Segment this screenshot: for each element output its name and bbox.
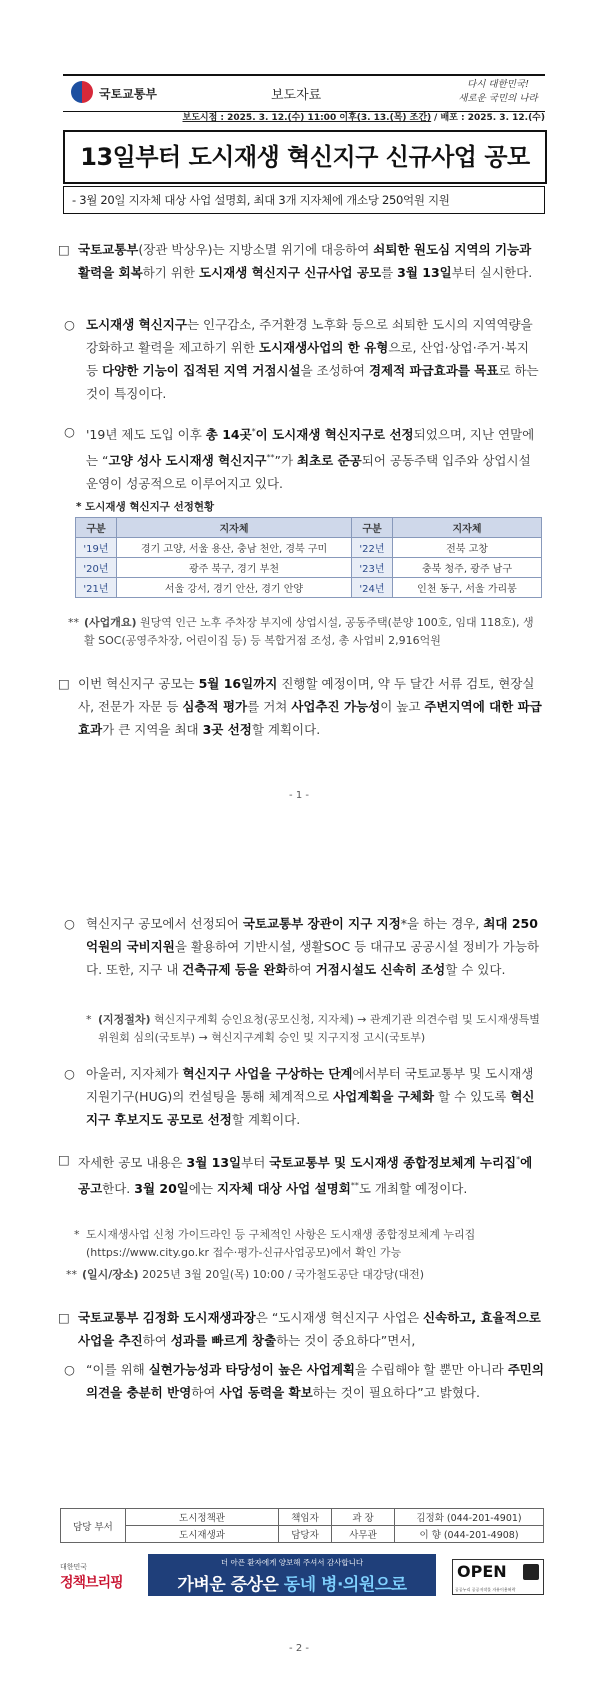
p3-text: ”가 bbox=[274, 453, 298, 469]
selection-table bbox=[75, 517, 542, 598]
p7-emph: 에 공고 bbox=[78, 1155, 533, 1197]
note-project-overview bbox=[68, 614, 544, 650]
dept-label-cell: 담당 부서 bbox=[61, 1509, 126, 1543]
p4-emph: 심층적 평가 bbox=[182, 699, 248, 714]
p3-text: 되어 공동주택 입주와 상업시설 운영이 성공적으로 이루어지고 있다. bbox=[86, 453, 531, 492]
p6-text: 할 계획이다. bbox=[231, 1112, 301, 1127]
p6-text: 할 수 있도록 bbox=[434, 1089, 511, 1104]
p7-text: 부터 bbox=[241, 1155, 270, 1171]
note-briefing-schedule bbox=[66, 1266, 544, 1284]
candidate-site-plan bbox=[64, 1062, 544, 1131]
year-cell: '22년 bbox=[352, 538, 393, 558]
region-cell: 광주 북구, 경기 부천 bbox=[117, 558, 352, 578]
p7-emph: 3월 20일 bbox=[134, 1181, 189, 1197]
header-bar bbox=[63, 74, 545, 112]
region-cell: 전북 고창 bbox=[393, 538, 542, 558]
year-cell: '24년 bbox=[352, 578, 393, 598]
header-cell: 지자체 bbox=[393, 518, 542, 538]
header-cell: 지자체 bbox=[117, 518, 352, 538]
p1-text: 부터 실시한다. bbox=[451, 265, 533, 280]
page-number: - 1 - bbox=[289, 790, 309, 801]
innovation-district-description bbox=[64, 313, 544, 405]
doc-type: 보도자료 bbox=[271, 88, 322, 103]
region-cell: 충북 청주, 광주 남구 bbox=[393, 558, 542, 578]
square-bullet-icon: □ bbox=[58, 676, 70, 691]
p4-emph: 5월 16일까지 bbox=[198, 676, 278, 691]
slogan-line1: 다시 대한민국! bbox=[467, 79, 529, 90]
selection-table-caption: * 도시재생 혁신지구 선정현황 bbox=[76, 501, 215, 513]
note-designation-procedure bbox=[86, 1011, 544, 1047]
note-guideline bbox=[74, 1226, 544, 1262]
square-bullet-icon: □ bbox=[58, 1152, 70, 1167]
p6-emph: 사업계획을 구체화 bbox=[333, 1089, 435, 1104]
table-header-row bbox=[76, 518, 542, 538]
header-cell: 구분 bbox=[352, 518, 393, 538]
p4-text: 가 큰 지역을 최대 bbox=[102, 722, 203, 737]
table-row bbox=[76, 558, 542, 578]
p5-emph: 최대 250억원의 국비지원 bbox=[86, 916, 538, 954]
position-cell: 과 장 bbox=[332, 1509, 395, 1526]
p2-text: 로 하는 것이 특징이다. bbox=[86, 363, 539, 401]
year-cell: '19년 bbox=[76, 538, 117, 558]
note-text: 도시재생사업 신청 가이드라인 등 구체적인 사항은 도시재생 종합정보체계 누리집 (https://www.city.go.kr 접수·평가-신규사업공모)에서 확인 가능 bbox=[86, 1228, 476, 1259]
p9-text: 하는 것이 필요하다”고 밝혔다. bbox=[312, 1385, 480, 1400]
p3-text: 되었으며, 지난 연말에는 “ bbox=[86, 427, 535, 469]
note-label: (일시/장소) bbox=[82, 1268, 139, 1281]
p9-text: 을 수립해야 할 뿐만 아니라 bbox=[355, 1362, 508, 1377]
open-label: OPEN bbox=[457, 1562, 507, 1581]
designation-benefits bbox=[64, 912, 544, 981]
region-cell: 서울 강서, 경기 안산, 경기 안양 bbox=[117, 578, 352, 598]
circle-bullet-icon: ○ bbox=[64, 916, 75, 931]
dept-cell: 도시정책관 bbox=[126, 1509, 279, 1526]
p4-text: 이번 혁신지구 공모는 bbox=[78, 676, 199, 691]
p4-emph: 3곳 선정 bbox=[202, 722, 252, 737]
role-cell: 책임자 bbox=[279, 1509, 332, 1526]
p5-emph: 건축규제 등을 완화 bbox=[182, 962, 288, 977]
circle-bullet-icon: ○ bbox=[64, 1362, 75, 1377]
circle-bullet-icon: ○ bbox=[64, 317, 75, 332]
p2-emph: 경제적 파급효과를 목표 bbox=[368, 363, 499, 378]
person-cell: 이 향 (044-201-4908) bbox=[395, 1526, 544, 1543]
contact-table bbox=[60, 1508, 544, 1543]
quote-continuation bbox=[64, 1358, 544, 1404]
p5-emph: 국토교통부 장관이 지구 지정 bbox=[242, 916, 401, 931]
region-cell: 인천 동구, 서울 가리봉 bbox=[393, 578, 542, 598]
page-title: 13일부터 도시재생 혁신지구 신규사업 공모 bbox=[80, 143, 530, 171]
subtitle-box bbox=[63, 186, 545, 214]
clinic-ad-banner bbox=[148, 1554, 436, 1596]
p7-text: 자세한 공모 내용은 bbox=[78, 1155, 187, 1171]
p9-emph: 실현가능성과 타당성이 높은 사업계획 bbox=[148, 1362, 355, 1377]
p3-footnote-mark: ** bbox=[266, 453, 275, 463]
position-cell: 사무관 bbox=[332, 1526, 395, 1543]
p6-text: 아울러, 지자체가 bbox=[86, 1066, 183, 1081]
note-mark: * bbox=[86, 1013, 92, 1026]
p2-text: 으로, 산업·상업·주거·복지 등 bbox=[86, 340, 529, 378]
square-bullet-icon: □ bbox=[58, 1310, 70, 1325]
p2-text: 는 인구감소, 주거환경 노후화 등으로 쇠퇴한 도시의 지역역량을 강화하고 활력을 제고하기 위한 bbox=[86, 317, 533, 355]
p9-text: 하여 bbox=[191, 1385, 220, 1400]
p1-date: 3월 13일 bbox=[397, 265, 452, 280]
p6-emph: 혁신지구 사업을 구상하는 단계 bbox=[182, 1066, 353, 1081]
p8-emph: 신속하고, 효율적으로 사업을 추진 bbox=[78, 1310, 541, 1348]
embargo-time: 보도시점 : 2025. 3. 12.(수) 11:00 이후(3. 13.(목) 조간) bbox=[182, 113, 432, 123]
p2-emph: 다양한 기능이 집적된 지역 거점시설 bbox=[102, 363, 301, 378]
policy-briefing-logo bbox=[60, 1562, 130, 1592]
square-bullet-icon: □ bbox=[58, 242, 70, 257]
p4-text: 진행할 예정이며, 약 두 달간 서류 검토, 현장실사, 전문가 자문 등 bbox=[78, 676, 535, 714]
ad-main-text bbox=[148, 1570, 436, 1595]
p7-footnote-mark: * bbox=[516, 1155, 521, 1164]
title-box bbox=[63, 130, 547, 184]
section-announcement bbox=[58, 1148, 544, 1200]
note-mark: * bbox=[74, 1228, 80, 1241]
p8-text: 은 “도시재생 혁신지구 사업은 bbox=[255, 1310, 424, 1325]
table-row bbox=[61, 1509, 544, 1526]
note-text: 2025년 3월 20일(목) 10:00 / 국가철도공단 대강당(대전) bbox=[138, 1268, 425, 1281]
p5-text: 할 수 있다. bbox=[445, 962, 506, 977]
note-text: 혁신지구계획 승인요청(공모신청, 지자체) → 관계기관 의견수렴 및 도시재생특별위원회 심의(국토부) → 혁신지구계획 승인 및 지구지정 고시(국토부) bbox=[98, 1013, 540, 1044]
p8-emph: 성과를 빠르게 창출 bbox=[170, 1333, 277, 1348]
p1-text: (장관 박상우)는 지방소멸 위기에 대응하여 bbox=[138, 242, 374, 257]
p3-emph: 총 14곳 bbox=[205, 427, 252, 443]
release-info bbox=[63, 110, 545, 123]
p5-emph: 거점시설도 신속히 조성 bbox=[315, 962, 446, 977]
p7-emph: 국토교통부 및 도시재생 종합정보체계 누리집 bbox=[269, 1155, 517, 1171]
role-cell: 담당자 bbox=[279, 1526, 332, 1543]
ad-main-highlight: 동네 병·의원으로 bbox=[283, 1575, 407, 1595]
p7-emph: 지자체 대상 사업 설명회 bbox=[217, 1181, 351, 1197]
year-cell: '23년 bbox=[352, 558, 393, 578]
ministry-name: 국토교통부 bbox=[99, 87, 157, 101]
section-quote-intro bbox=[58, 1306, 544, 1352]
p5-text: *을 하는 경우, bbox=[400, 916, 484, 931]
p1-text: 를 bbox=[381, 265, 398, 280]
p1-ministry: 국토교통부 bbox=[78, 242, 139, 257]
selection-history bbox=[64, 420, 544, 495]
p9-emph: 사업 동력을 확보 bbox=[219, 1385, 313, 1400]
p2-emph: 도시재생 혁신지구 bbox=[86, 317, 187, 332]
logo-main-text: 정책브리핑 bbox=[60, 1575, 123, 1591]
p8-text: 하는 것이 중요하다”면서, bbox=[276, 1333, 416, 1348]
p4-text: 할 계획이다. bbox=[251, 722, 321, 737]
table-row bbox=[61, 1526, 544, 1543]
ministry-emblem-icon bbox=[71, 81, 93, 103]
p3-emph: 고양 성사 도시재생 혁신지구 bbox=[108, 453, 267, 469]
p3-text: '19년 제도 도입 이후 bbox=[86, 427, 206, 443]
p6-text: 에서부터 국토교통부 및 도시재생지원기구(HUG)의 컨설팅을 통해 체계적으로 bbox=[86, 1066, 534, 1104]
section-schedule bbox=[58, 672, 544, 741]
note-label: (지정절차) bbox=[98, 1013, 151, 1026]
year-cell: '21년 bbox=[76, 578, 117, 598]
logo-small-text: 대한민국 bbox=[60, 1563, 88, 1571]
year-cell: '20년 bbox=[76, 558, 117, 578]
p3-footnote-mark: * bbox=[251, 427, 256, 436]
note-text: 원당역 인근 노후 주차장 부지에 상업시설, 공동주택(분양 100호, 임대 118호), 생활 SOC(공영주차장, 어린이집 등) 등 복합거점 조성, 총 사업비 2,916억원 bbox=[84, 616, 534, 647]
p4-text: 를 거쳐 bbox=[247, 699, 292, 714]
note-mark: ** bbox=[68, 616, 79, 629]
region-cell: 경기 고양, 서울 용산, 충남 천안, 경북 구미 bbox=[117, 538, 352, 558]
ad-main-part: 가벼운 증상은 bbox=[177, 1575, 284, 1595]
header-cell: 구분 bbox=[76, 518, 117, 538]
p7-emph: 3월 13일 bbox=[186, 1155, 242, 1171]
p4-text: 이 높고 bbox=[380, 699, 425, 714]
p5-text: 혁신지구 공모에서 선정되어 bbox=[86, 916, 243, 931]
p1-text: 하기 위한 bbox=[142, 265, 199, 280]
table-row bbox=[76, 538, 542, 558]
distribution-time: / 배포 : 2025. 3. 12.(수) bbox=[434, 113, 545, 123]
p7-text: 에는 bbox=[188, 1181, 217, 1197]
p5-text: 하여 bbox=[287, 962, 316, 977]
circle-bullet-icon: ○ bbox=[64, 424, 75, 439]
page-number: - 2 - bbox=[289, 1643, 309, 1654]
table-row bbox=[76, 578, 542, 598]
p1-emph1: 쇠퇴한 원도심 지역의 기능과 활력을 회복 bbox=[78, 242, 532, 280]
p6-emph: 혁신지구 후보지도 공모로 선정 bbox=[86, 1089, 535, 1127]
note-mark: ** bbox=[66, 1268, 77, 1281]
p5-text: 을 활용하여 기반시설, 생활SOC 등 대규모 공공시설 정비가 가능하다. 또한, 지구 내 bbox=[86, 939, 540, 977]
subtitle: - 3월 20일 지자체 대상 사업 설명회, 최대 3개 지자체에 개소당 250억원 지원 bbox=[72, 193, 450, 207]
p9-emph: 주민의 의견을 충분히 반영 bbox=[86, 1362, 544, 1400]
by-icon bbox=[523, 1564, 539, 1580]
p7-footnote-mark: ** bbox=[350, 1181, 359, 1191]
p7-text: 한다. bbox=[102, 1181, 135, 1197]
p2-emph: 도시재생사업의 한 유형 bbox=[258, 340, 389, 355]
p4-emph: 사업추진 가능성 bbox=[291, 699, 381, 714]
p8-text: 하여 bbox=[142, 1333, 171, 1348]
dept-cell: 도시재생과 bbox=[126, 1526, 279, 1543]
person-cell: 김정화 (044-201-4901) bbox=[395, 1509, 544, 1526]
p1-emph2: 도시재생 혁신지구 신규사업 공모 bbox=[198, 265, 382, 280]
p3-emph: 최초로 준공 bbox=[297, 453, 362, 469]
p4-emph: 주변지역에 대한 파급효과 bbox=[78, 699, 542, 737]
ad-top-text: 더 아픈 환자에게 양보해 주셔서 감사합니다 bbox=[220, 1558, 364, 1567]
p7-text: 도 개최할 예정이다. bbox=[358, 1181, 468, 1197]
slogan bbox=[451, 78, 545, 106]
open-sub-text: 공공누리 공공저작물 자유이용허락 bbox=[455, 1587, 516, 1592]
p2-text: 을 조성하여 bbox=[300, 363, 369, 378]
circle-bullet-icon: ○ bbox=[64, 1066, 75, 1081]
note-label: (사업개요) bbox=[84, 616, 137, 629]
p9-text: “이를 위해 bbox=[86, 1362, 149, 1377]
p3-emph: 이 도시재생 혁신지구로 선정 bbox=[255, 427, 414, 443]
slogan-line2: 새로운 국민의 나라 bbox=[458, 93, 538, 104]
section-intro bbox=[58, 238, 544, 284]
p8-emph: 국토교통부 김정화 도시재생과장 bbox=[78, 1310, 256, 1325]
kogl-open-badge bbox=[452, 1559, 544, 1595]
